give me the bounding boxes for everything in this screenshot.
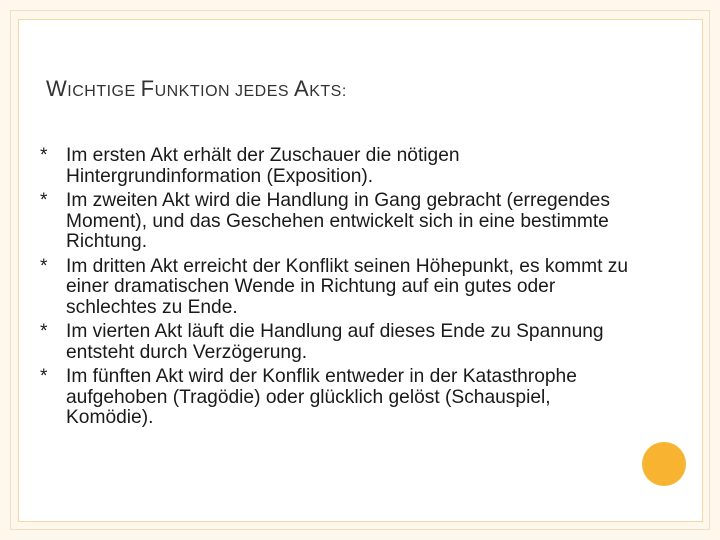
list-item <box>40 367 640 429</box>
title-word-2-rest: UNKTION JEDES <box>154 83 295 100</box>
bullet-marker: * <box>40 366 48 387</box>
bullet-marker: * <box>40 190 48 211</box>
bullet-text: Im vierten Akt läuft die Handlung auf dieses Ende zu Spannung entsteht durch Verzögerung. <box>66 321 604 363</box>
bullet-text: Im dritten Akt erreicht der Konflikt seinen Höhepunkt, es kommt zu einer dramatischen Wende in Richtung auf ein gutes oder schlechtes zu Ende. <box>66 255 629 318</box>
bullet-text: Im ersten Akt erhält der Zuschauer die nötigen Hintergrundinformation (Exposition). <box>66 145 460 187</box>
bullet-marker: * <box>40 255 48 277</box>
title-initial-a: A <box>294 76 310 101</box>
title-word-1-rest: ICHTIGE <box>67 83 141 100</box>
bullet-list <box>40 146 640 433</box>
list-item <box>40 191 640 253</box>
decorative-orange-circle <box>642 442 686 486</box>
bullet-marker: * <box>40 145 48 166</box>
list-item <box>40 146 640 187</box>
slide-title <box>46 76 347 102</box>
bullet-marker: * <box>40 321 48 342</box>
list-item <box>40 257 640 319</box>
title-initial-f: F <box>140 76 155 101</box>
title-word-4-rest: KTS: <box>309 83 347 100</box>
bullet-text: Im zweiten Akt wird die Handlung in Gang gebracht (erregendes Moment), und das Geschehen entwickelt sich in eine bestimmte Richtung. <box>66 190 610 252</box>
bullet-text: Im fünften Akt wird der Konflik entweder in der Katasthrophe aufgehoben (Tragödie) oder glücklich gelöst (Schauspiel, Komödie). <box>66 366 577 428</box>
title-initial-w: W <box>46 76 68 101</box>
list-item <box>40 322 640 363</box>
